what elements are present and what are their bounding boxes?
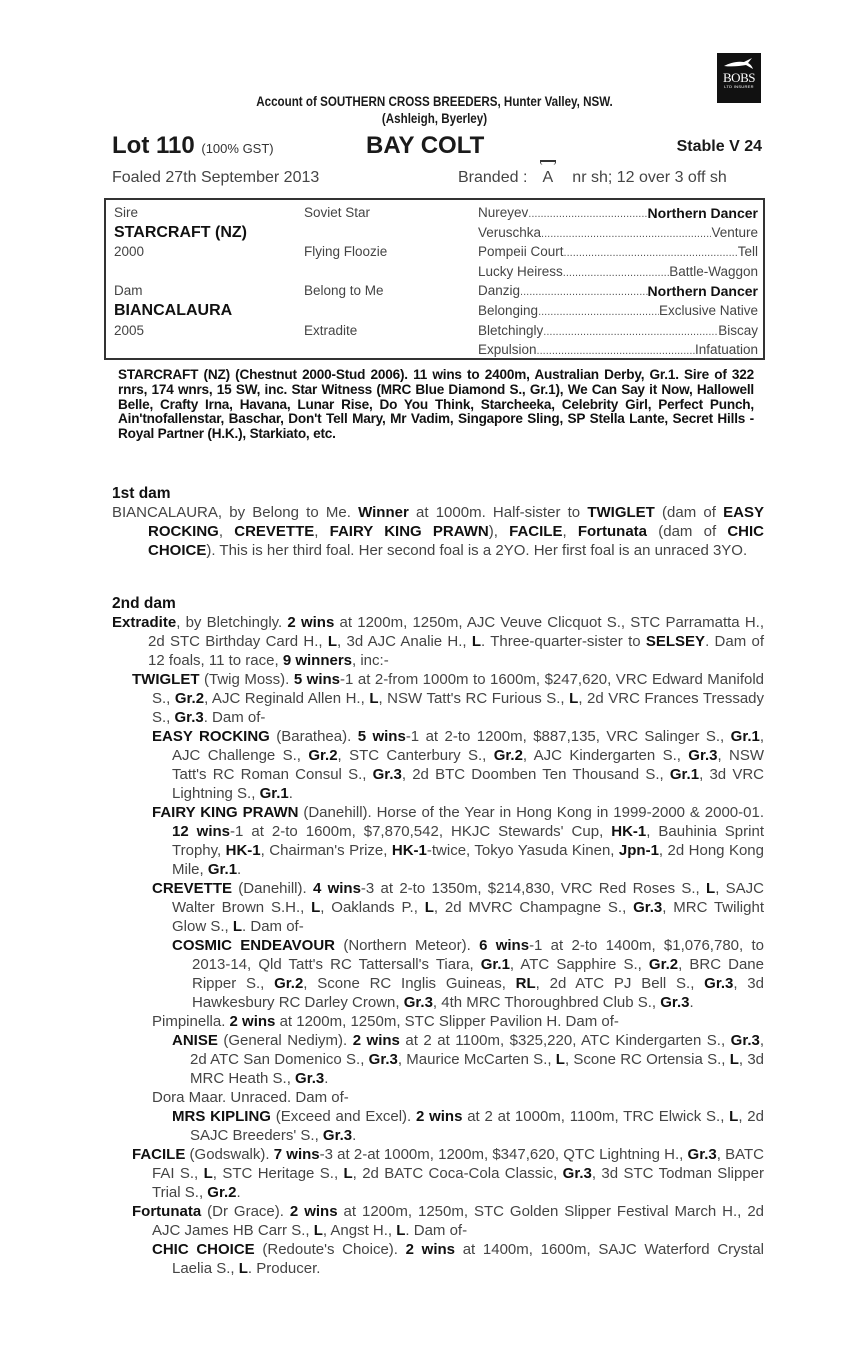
pedigree-row <box>106 281 763 301</box>
pedigree-col3: Expulsion ..... Infatuation <box>478 340 758 361</box>
brand-mark-icon: A <box>538 168 558 188</box>
pedigree-col3: Belonging ..... Exclusive Native <box>478 301 758 322</box>
logo-name: BOBS <box>723 70 755 85</box>
pedigree-col3: Pompeii Court ..... Tell <box>478 242 758 263</box>
pedigree-col2: Soviet Star <box>304 205 371 220</box>
sire-summary: STARCRAFT (NZ) (Chestnut 2000-Stud 2006). 11 wins to 2400m, Australian Derby, Gr.1. Sire of 322 rnrs, 174 wnrs, 15 SW, inc. Star Witness (MRC Blue Diamond S., Gr.1), We Can Say it Now, Hallowell Belle, Crafty Irna, Havana, Lunar Rise, Do You Think, Starcheeka, Celebrity Girl, Perfect Punch, Ain'tnofallenstar, Baschar, Don't Tell Mary, Mr Vadim, Singapore Sling, SP Stella Lante, Secret Hills - Royal Partner (H.K.), Starkiato, etc. <box>118 367 754 442</box>
produce-entry: Fortunata (Dr Grace). 2 wins at 1200m, 1250m, STC Golden Slipper Festival March H., 2d AJC James HB Carr S., L, Angst H., L. Dam of- <box>132 1203 764 1239</box>
produce-entry: COSMIC ENDEAVOUR (Northern Meteor). 6 wins-1 at 2-to 1400m, $1,076,780, to 2013-14, Qld Tatt's RC Tattersall's Tiara, Gr.1, ATC Sapphire S., Gr.2, BRC Dane Ripper S., Gr.2, Scone RC Inglis Guineas, RL, 2d ATC PJ Bell S., Gr.3, 3d Hawkesbury RC Darley Crown, Gr.3, 4th MRC Thoroughbred Club S., Gr.3. <box>172 937 764 1011</box>
account-line-1: Account of SOUTHERN CROSS BREEDERS, Hunter Valley, NSW. <box>256 94 613 109</box>
pedigree-col1: Dam <box>114 283 143 299</box>
foaled-date: Foaled 27th September 2013 <box>112 169 320 186</box>
branded-label: Branded : <box>458 169 528 186</box>
pedigree-col1: BIANCALAURA <box>114 302 233 319</box>
pedigree-row <box>106 203 763 223</box>
first-dam-text: BIANCALAURA, by Belong to Me. Winner at 1000m. Half-sister to TWIGLET (dam of EASY ROCKING, CREVETTE, FAIRY KING PRAWN), FACILE, Fortunata (dam of CHIC CHOICE). This is her third foal. Her second foal is a 2YO. Her first foal is an unraced 3YO. <box>112 504 765 559</box>
produce-entry: FAIRY KING PRAWN (Danehill). Horse of the Year in Hong Kong in 1999-2000 & 2000-01. 12 wins-1 at 2-to 1600m, $7,870,542, HKJC Stewards' Cup, HK-1, Bauhinia Sprint Trophy, HK-1, Chairman's Prize, HK-1-twice, Tokyo Yasuda Kinen, Jpn-1, 2d Hong Kong Mile, Gr.1. <box>152 804 764 878</box>
brand-detail: nr sh; 12 over 3 off sh <box>572 169 727 186</box>
pedigree-col1: Sire <box>114 205 139 220</box>
pedigree-row <box>106 321 763 341</box>
pedigree-col1: 2000 <box>114 244 145 260</box>
produce-entry: Dora Maar. Unraced. Dam of- <box>152 1089 349 1106</box>
bobs-logo <box>717 53 761 103</box>
pedigree-row <box>106 301 763 321</box>
first-dam-title: 1st dam <box>112 485 171 502</box>
pedigree-col2: Belong to Me <box>304 283 384 299</box>
pedigree-col3: Lucky Heiress ..... Battle-Waggon <box>478 262 758 283</box>
produce-entry: Extradite, by Bletchingly. 2 wins at 1200m, 1250m, AJC Veuve Clicquot S., STC Parramatta H., 2d STC Birthday Card H., L, 3d AJC Analie H., L. Three-quarter-sister to SELSEY. Dam of 12 foals, 11 to race, 9 winners, inc:- <box>112 614 765 669</box>
pedigree-row <box>106 262 763 282</box>
gst-note: (100% GST) <box>201 141 274 156</box>
pedigree-col3: Veruschka ..... Venture <box>478 223 758 244</box>
pedigree-row <box>106 242 763 262</box>
lot-label: Lot 110 <box>112 132 195 159</box>
vendor-account <box>150 93 718 127</box>
bird-logo-icon <box>722 57 756 71</box>
second-dam-title: 2nd dam <box>112 595 176 612</box>
pedigree-col3: Danzig ..... Northern Dancer <box>478 281 758 302</box>
pedigree-table <box>104 198 765 360</box>
pedigree-col3: Nureyev ..... Northern Dancer <box>478 203 758 224</box>
pedigree-col1: 2005 <box>114 322 145 338</box>
branded-info <box>458 168 727 188</box>
produce-entry: TWIGLET (Twig Moss). 5 wins-1 at 2-from 1000m to 1600m, $247,620, VRC Edward Manifold S., Gr.2, AJC Reginald Allen H., L, NSW Tatt's RC Furious S., L, 2d VRC Frances Tressady S., Gr.3. Dam of- <box>132 671 765 726</box>
lot-line <box>112 132 762 160</box>
produce-entry: Pimpinella. 2 wins at 1200m, 1250m, STC Slipper Pavilion H. Dam of- <box>152 1013 619 1030</box>
pedigree-col1: STARCRAFT (NZ) <box>114 223 248 241</box>
first-dam-section <box>112 484 764 560</box>
stable-number: Stable V 24 <box>676 138 762 155</box>
produce-entry: CHIC CHOICE (Redoute's Choice). 2 wins at 1400m, 1600m, SAJC Waterford Crystal Laelia S., L. Producer. <box>152 1241 764 1277</box>
second-dam-section <box>112 594 764 1278</box>
account-line-2: (Ashleigh, Byerley) <box>381 111 488 126</box>
lot-number <box>112 132 274 163</box>
second-dam-entries <box>112 613 764 1278</box>
pedigree-row <box>106 223 763 243</box>
logo-subtitle: LTD INSURER <box>724 84 754 89</box>
produce-entry: MRS KIPLING (Exceed and Excel). 2 wins at 2 at 1000m, 1100m, TRC Elwick S., L, 2d SAJC Breeders' S., Gr.3. <box>172 1108 764 1144</box>
pedigree-col2: Flying Floozie <box>304 244 388 260</box>
produce-entry: CREVETTE (Danehill). 4 wins-3 at 2-to 1350m, $214,830, VRC Red Roses S., L, SAJC Walter Brown S.H., L, Oaklands P., L, 2d MVRC Champagne S., Gr.3, MRC Twilight Glow S., L. Dam of- <box>152 880 764 935</box>
produce-entry: ANISE (General Nediym). 2 wins at 2 at 1100m, $325,220, ATC Kindergarten S., Gr.3, 2d ATC San Domenico S., Gr.3, Maurice McCarten S., L, Scone RC Ortensia S., L, 3d MRC Heath S., Gr.3. <box>172 1032 765 1087</box>
pedigree-col2: Extradite <box>304 322 358 338</box>
foal-line <box>112 168 760 188</box>
produce-entry: FACILE (Godswalk). 7 wins-3 at 2-at 1000m, 1200m, $347,620, QTC Lightning H., Gr.3, BATC FAI S., L, STC Heritage S., L, 2d BATC Coca-Cola Classic, Gr.3, 3d STC Todman Slipper Trial S., Gr.2. <box>132 1146 765 1201</box>
produce-entry: EASY ROCKING (Barathea). 5 wins-1 at 2-to 1200m, $887,135, VRC Salinger S., Gr.1, AJC Challenge S., Gr.2, STC Canterbury S., Gr.2, AJC Kindergarten S., Gr.3, NSW Tatt's RC Roman Consul S., Gr.3, 2d BTC Doomben Ten Thousand S., Gr.1, 3d VRC Lightning S., Gr.1. <box>152 728 765 802</box>
pedigree-col3: Bletchingly ..... Biscay <box>478 321 758 342</box>
horse-description: BAY COLT <box>366 132 485 159</box>
pedigree-row <box>106 340 763 360</box>
